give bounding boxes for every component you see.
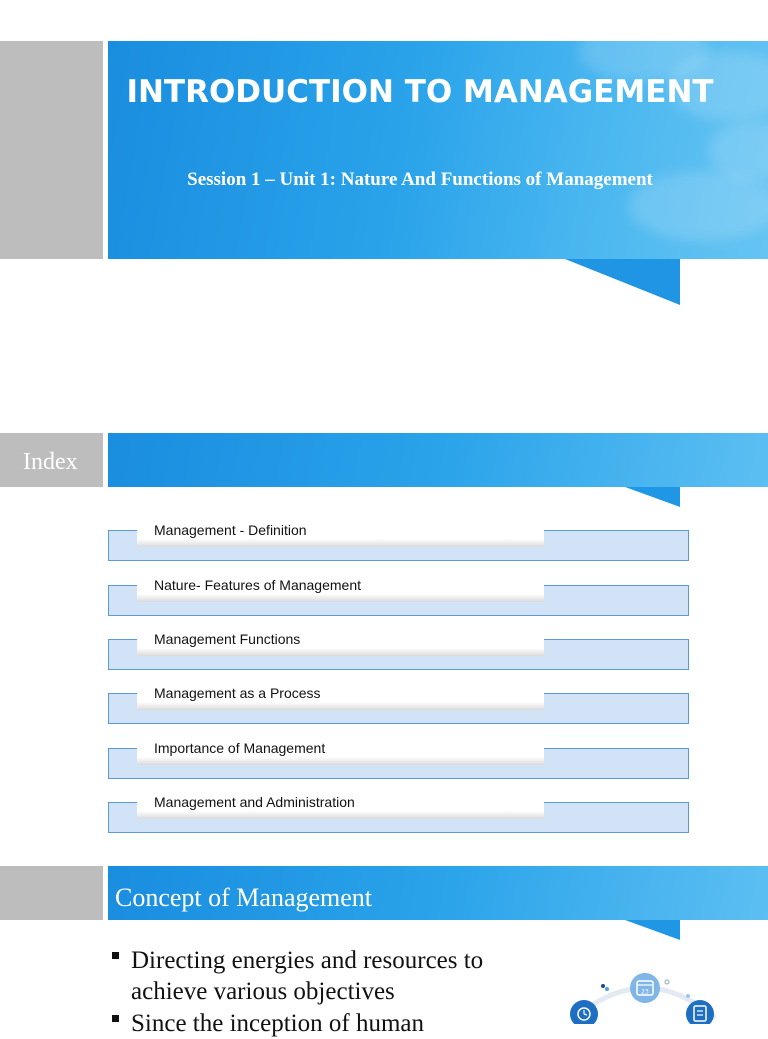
side-panel <box>0 41 103 259</box>
index-item: Management Functions <box>154 631 301 647</box>
banner-tail <box>625 920 680 940</box>
index-item: Nature- Features of Management <box>154 577 361 593</box>
process-illustration <box>560 968 730 1024</box>
bullet-item: Directing energies and resources to achieve various objectives <box>112 945 483 1007</box>
slide-heading: Concept of Management <box>115 883 373 912</box>
slide-subtitle: Session 1 – Unit 1: Nature And Functions of Management <box>187 169 653 190</box>
index-item: Management - Definition <box>154 522 307 538</box>
index-item: Management and Administration <box>154 794 355 810</box>
index-item: Management as a Process <box>154 685 321 701</box>
bullet-item: Since the inception of human <box>112 1008 424 1039</box>
banner-tail <box>625 487 680 507</box>
svg-text:23: 23 <box>641 988 649 996</box>
bullet-marker <box>112 1015 119 1022</box>
header-banner <box>108 433 768 487</box>
banner-tail <box>565 259 680 305</box>
index-item: Importance of Management <box>154 740 326 756</box>
slide-title: INTRODUCTION TO MANAGEMENT <box>126 74 714 110</box>
calendar-icon <box>630 973 660 1003</box>
index-heading: Index <box>23 449 78 475</box>
document-icon <box>686 1000 714 1024</box>
side-panel <box>0 866 103 920</box>
bullet-marker <box>112 952 119 959</box>
